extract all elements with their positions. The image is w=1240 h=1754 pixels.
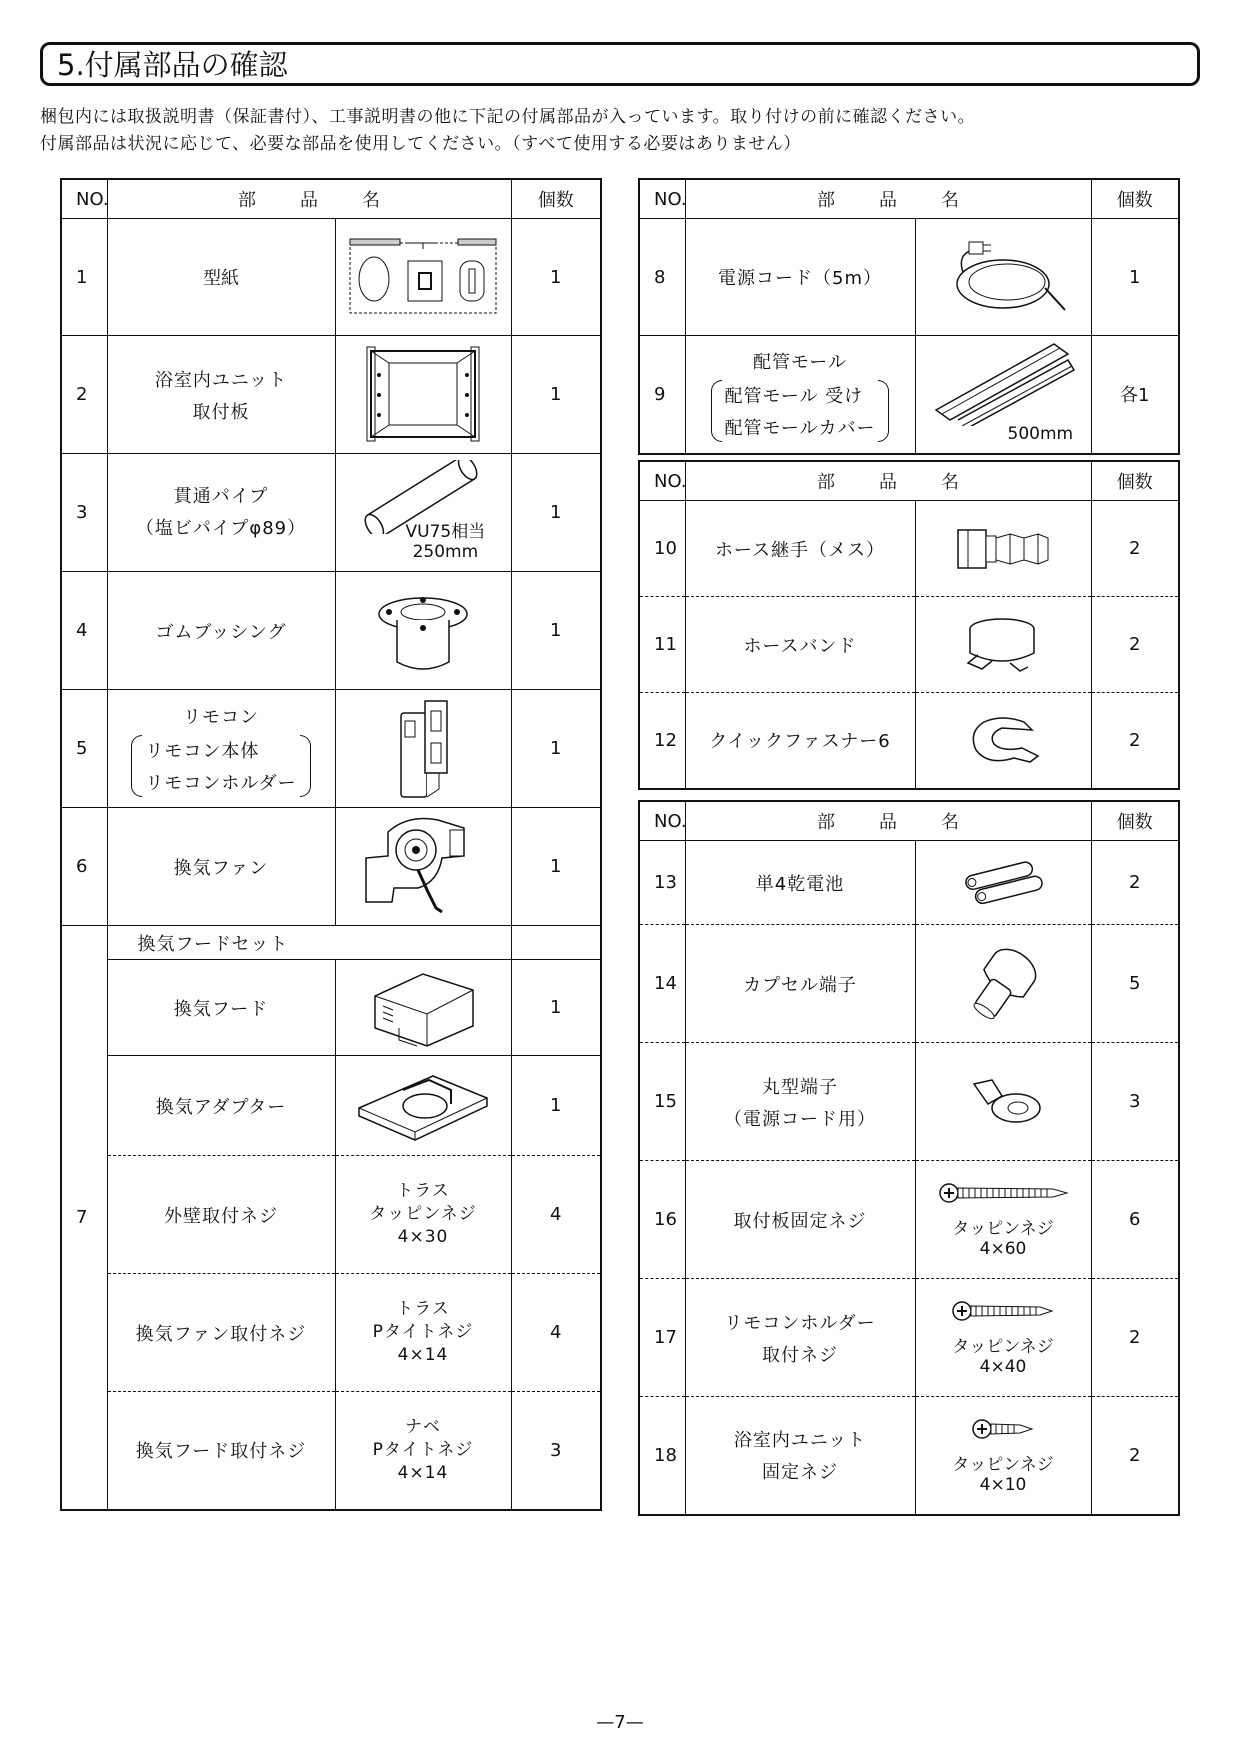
screw-icon (968, 1416, 1038, 1442)
table-row: 3 貫通パイプ （塩ビパイプφ89） VU75相当 250mm 1 (61, 454, 601, 572)
page-number: —7— (596, 1712, 644, 1733)
table-row: 17 リモコンホルダー 取付ネジ タッピンネジ 4×40 2 (639, 1279, 1179, 1397)
right-parts-table-a (638, 178, 1180, 455)
screw-spec: タッピンネジ 4×40 (915, 1279, 1091, 1397)
table-row: 換気フード 1 (61, 960, 601, 1056)
screw-icon (933, 1180, 1073, 1206)
intro-text (40, 104, 975, 158)
part-name: 電源コード（5m） (685, 219, 915, 336)
power-cord-icon (933, 232, 1073, 322)
part-name: ホース継手（メス） (685, 501, 915, 597)
screw-spec: タッピンネジ 4×60 (915, 1161, 1091, 1279)
battery-icon (953, 858, 1053, 908)
part-name: 外壁取付ネジ (107, 1156, 335, 1274)
quick-fastener-icon (958, 712, 1048, 768)
table-row: 12 クイックファスナー6 2 (639, 693, 1179, 789)
part-name: クイックファスナー6 (685, 693, 915, 789)
table-row: 4 ゴムブッシング 1 (61, 572, 601, 690)
table-header-row (61, 179, 601, 219)
header-name: 部 品 名 (107, 179, 511, 219)
part-name: 貫通パイプ （塩ビパイプφ89） (107, 454, 335, 572)
section-title: 5.付属部品の確認 (57, 48, 288, 82)
table-header-row: NO. 部 品 名 個数 (639, 801, 1179, 841)
screw-spec: タッピンネジ 4×10 (915, 1397, 1091, 1515)
part-name: 丸型端子 （電源コード用） (685, 1043, 915, 1161)
table-row: 10 ホース継手（メス） 2 (639, 501, 1179, 597)
mounting-plate-icon (363, 345, 483, 445)
table-row: 外壁取付ネジ トラス タッピンネジ 4×30 4 (61, 1156, 601, 1274)
hood-icon (363, 966, 483, 1050)
header-no: NO. (61, 179, 107, 219)
table-row: 13 単4乾電池 2 (639, 841, 1179, 925)
table-row: 8 電源コード（5m） 1 (639, 219, 1179, 336)
table-row: 11 ホースバンド 2 (639, 597, 1179, 693)
part-name: 換気アダプター (107, 1056, 335, 1156)
table-row: 14 カプセル端子 5 (639, 925, 1179, 1043)
table-row: 1 型紙 1 (61, 219, 601, 336)
table-header-row: NO. 部 品 名 個数 (639, 179, 1179, 219)
table-row: 5 リモコン リモコン本体 リモコンホルダー 1 (61, 690, 601, 808)
ring-terminal-icon (958, 1074, 1048, 1130)
remote-control-icon (373, 697, 473, 801)
template-sheet-icon (348, 237, 498, 317)
pipe-caption: VU75相当 250mm (405, 522, 486, 562)
part-name: ホースバンド (685, 597, 915, 693)
table-header-row: NO. 部 品 名 個数 (639, 461, 1179, 501)
table-row: 2 浴室内ユニット 取付板 1 (61, 336, 601, 454)
table-row: 16 取付板固定ネジ タッピンネジ 4×60 6 (639, 1161, 1179, 1279)
part-name: カプセル端子 (685, 925, 915, 1043)
screw-spec: トラス タッピンネジ 4×30 (335, 1156, 511, 1274)
adapter-icon (353, 1064, 493, 1148)
screw-spec: ナベ Pタイトネジ 4×14 (335, 1392, 511, 1510)
pipe-molding-icon (928, 340, 1078, 426)
table-row: 換気アダプター 1 (61, 1056, 601, 1156)
part-name: 換気フード取付ネジ (107, 1392, 335, 1510)
hose-joint-icon (948, 524, 1058, 574)
header-qty: 個数 (511, 179, 601, 219)
table-row: 15 丸型端子 （電源コード用） 3 (639, 1043, 1179, 1161)
intro-line-2: 付属部品は状況に応じて、必要な部品を使用してください。（すべて使用する必要はありません） (40, 134, 801, 154)
right-parts-table-c (638, 800, 1180, 1516)
part-name: 配管モール 配管モール 受け 配管モールカバー (685, 336, 915, 454)
group-name: 換気フードセット (107, 926, 511, 960)
part-name: 単4乾電池 (685, 841, 915, 925)
part-name: 浴室内ユニット 取付板 (107, 336, 335, 454)
part-name: 換気ファン (107, 808, 335, 926)
ventilation-fan-icon (358, 812, 488, 922)
table-row: 換気フード取付ネジ ナベ Pタイトネジ 4×14 3 (61, 1392, 601, 1510)
part-name: リモコンホルダー 取付ネジ (685, 1279, 915, 1397)
capsule-terminal-icon (953, 939, 1053, 1029)
part-name: 型紙 (107, 219, 335, 336)
left-parts-table (60, 178, 602, 1511)
molding-caption: 500mm (1007, 424, 1074, 444)
part-name: 換気ファン取付ネジ (107, 1274, 335, 1392)
part-name: ゴムブッシング (107, 572, 335, 690)
section-title-box (40, 42, 1200, 86)
part-name: 取付板固定ネジ (685, 1161, 915, 1279)
screw-icon (948, 1298, 1058, 1324)
screw-spec: トラス Pタイトネジ 4×14 (335, 1274, 511, 1392)
table-row: 換気ファン取付ネジ トラス Pタイトネジ 4×14 4 (61, 1274, 601, 1392)
table-row: 6 換気ファン 1 (61, 808, 601, 926)
table-row: 7 換気フードセット (61, 926, 601, 960)
part-name: 浴室内ユニット 固定ネジ (685, 1397, 915, 1515)
table-row: 18 浴室内ユニット 固定ネジ タッピンネジ 4×10 2 (639, 1397, 1179, 1515)
part-name: 換気フード (107, 960, 335, 1056)
right-parts-table-b (638, 460, 1180, 790)
hose-band-icon (958, 613, 1048, 677)
intro-line-1: 梱包内には取扱説明書（保証書付）、工事説明書の他に下記の付属部品が入っています。取り付けの前に確認ください。 (40, 107, 976, 127)
part-name: リモコン リモコン本体 リモコンホルダー (107, 690, 335, 808)
rubber-bushing-icon (373, 586, 473, 676)
table-row: 9 配管モール 配管モール 受け 配管モールカバー 500mm 各1 (639, 336, 1179, 454)
